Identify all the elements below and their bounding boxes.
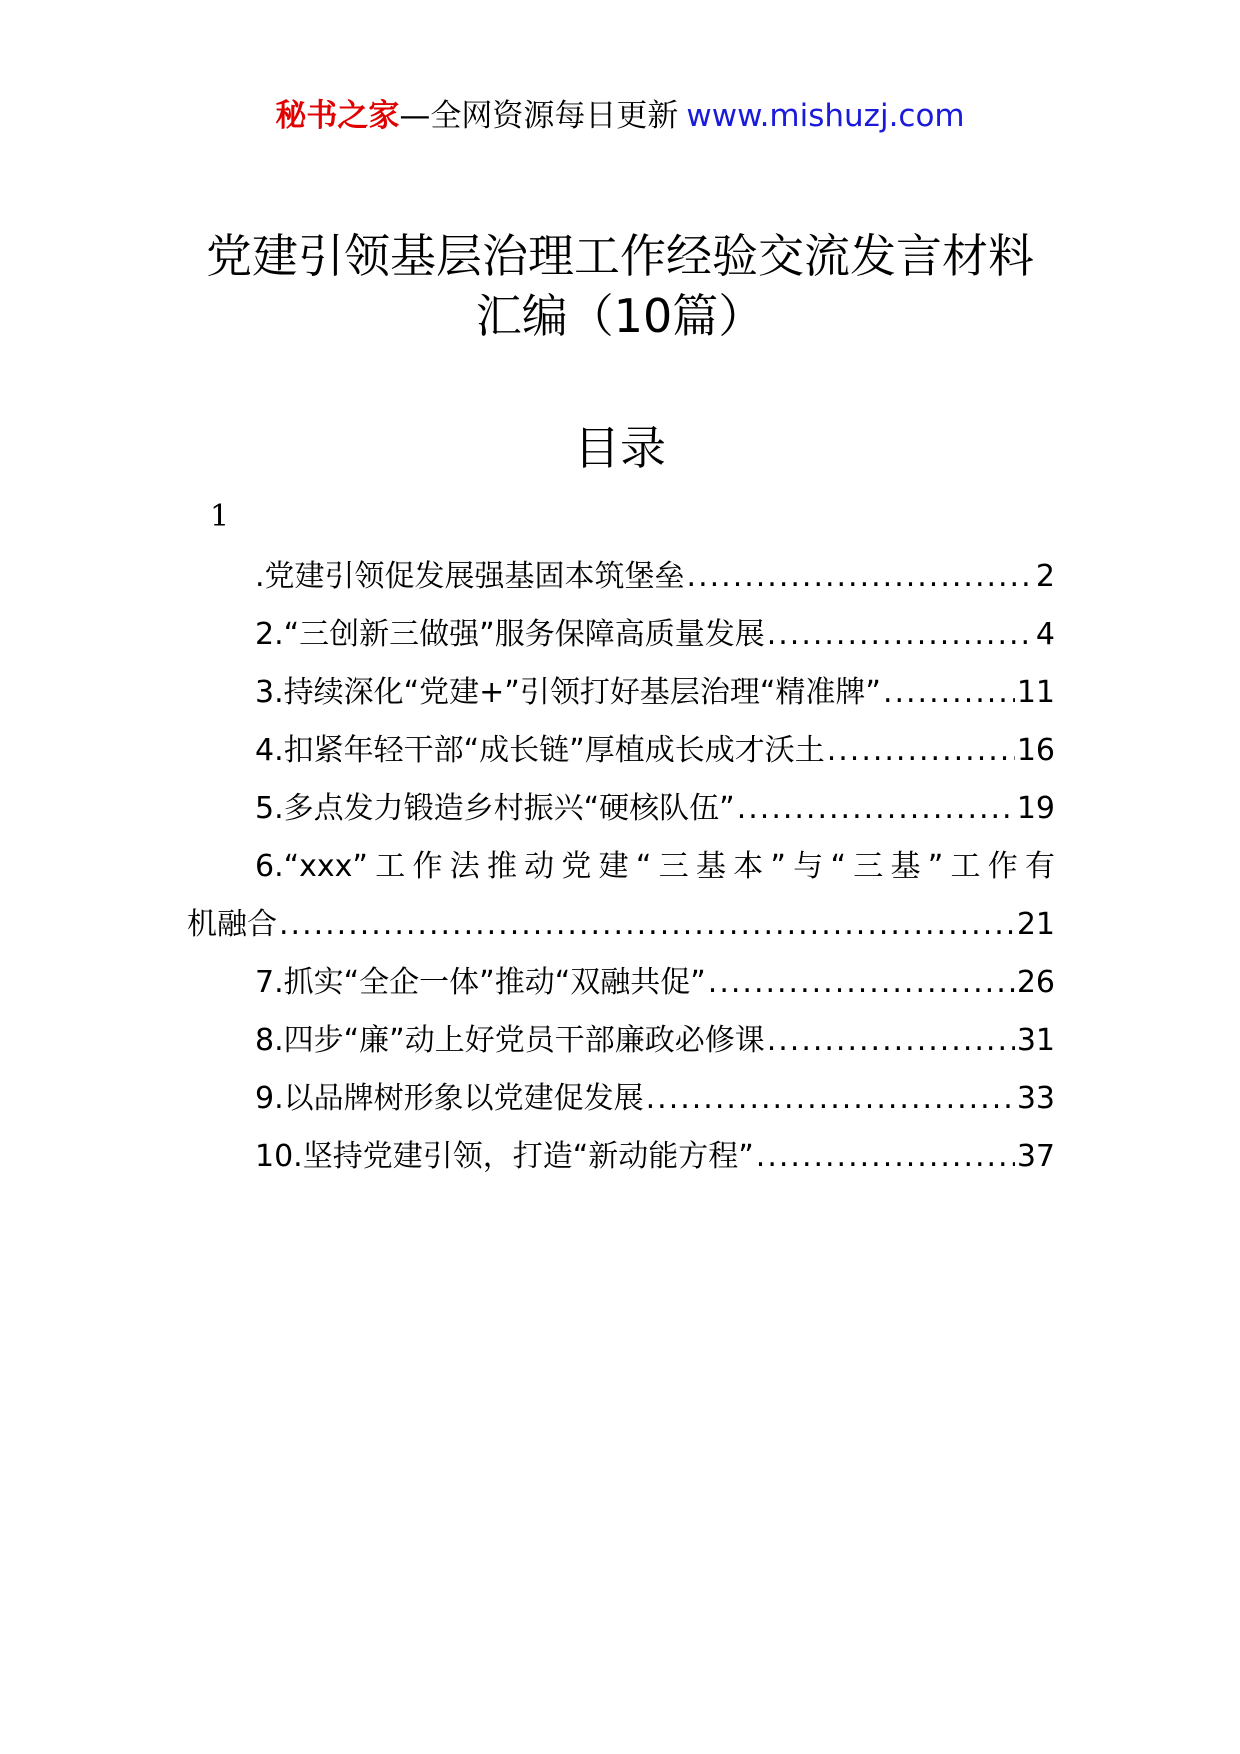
toc-entry-page: 21 — [1016, 907, 1055, 942]
toc-entry-label: .党建引领促发展强基固本筑堡垒 — [255, 559, 685, 594]
toc-entry-page: 37 — [1016, 1139, 1055, 1174]
toc-entry-page: 31 — [1016, 1023, 1055, 1058]
site-header — [0, 96, 1240, 136]
toc-entry-2[interactable] — [187, 613, 1055, 657]
toc-leader-dots — [646, 1077, 1015, 1121]
toc-leader-dots — [708, 961, 1015, 1005]
toc-leader-dots — [279, 903, 1015, 947]
toc-leader-dots — [767, 1019, 1015, 1063]
toc-leader-dots — [737, 787, 1015, 831]
toc-entry-page: 26 — [1016, 965, 1055, 1000]
toc-entry-10[interactable] — [187, 1135, 1055, 1179]
brand-name: 秘书之家 — [275, 98, 400, 134]
toc-leader-dots — [767, 613, 1034, 657]
document-title-line-2: 汇编（10篇） — [475, 289, 765, 343]
toc-entry-3[interactable] — [187, 671, 1055, 715]
toc-entry-7[interactable] — [187, 961, 1055, 1005]
toc-entry-label: 4.扣紧年轻干部“成长链”厚植成长成才沃土 — [255, 733, 825, 768]
toc-entry-label: 10.坚持党建引领，打造“新动能方程” — [255, 1139, 754, 1174]
toc-entry-label: 5.多点发力锻造乡村振兴“硬核队伍” — [255, 791, 735, 826]
toc-entry-4[interactable] — [187, 729, 1055, 773]
toc-section-number: 1 — [210, 499, 230, 534]
toc-entry-9[interactable] — [187, 1077, 1055, 1121]
toc-entry-label: 机融合 — [187, 907, 277, 942]
toc-entry-label: 8.四步“廉”动上好党员干部廉政必修课 — [255, 1023, 765, 1058]
toc-entry-1[interactable] — [187, 555, 1055, 599]
toc-entry-page: 11 — [1016, 675, 1055, 710]
toc-entry-label: 9.以品牌树形象以党建促发展 — [255, 1081, 644, 1116]
toc-entry-label: 3.持续深化“党建+”引领打好基层治理“精准牌” — [255, 675, 881, 710]
toc-entry-page: 33 — [1016, 1081, 1055, 1116]
toc-entry-label: 2.“三创新三做强”服务保障高质量发展 — [255, 617, 765, 652]
toc-entry-page: 19 — [1016, 791, 1055, 826]
toc-leader-dots — [756, 1135, 1015, 1179]
header-tagline: —全网资源每日更新 — [399, 98, 679, 134]
toc-leader-dots — [687, 555, 1034, 599]
toc-heading: 目录 — [574, 421, 666, 475]
toc-leader-dots — [883, 671, 1015, 715]
toc-entry-label: 7.抓实“全企一体”推动“双融共促” — [255, 965, 706, 1000]
toc-entry-8[interactable] — [187, 1019, 1055, 1063]
document-title — [0, 226, 1240, 346]
toc-entry-page: 2 — [1035, 559, 1055, 594]
document-title-line-1: 党建引领基层治理工作经验交流发言材料 — [206, 229, 1034, 283]
toc-entry-page: 16 — [1016, 733, 1055, 768]
toc-entry-page: 4 — [1035, 617, 1055, 652]
site-url-link[interactable]: www.mishuzj.com — [686, 98, 965, 134]
toc-leader-dots — [827, 729, 1015, 773]
toc-entry-6-line-1[interactable]: 6.“xxx”工作法推动党建“三基本”与“三基”工作有 — [255, 849, 1055, 884]
toc-entry-5[interactable] — [187, 787, 1055, 831]
toc-entry-6[interactable] — [187, 903, 1055, 947]
